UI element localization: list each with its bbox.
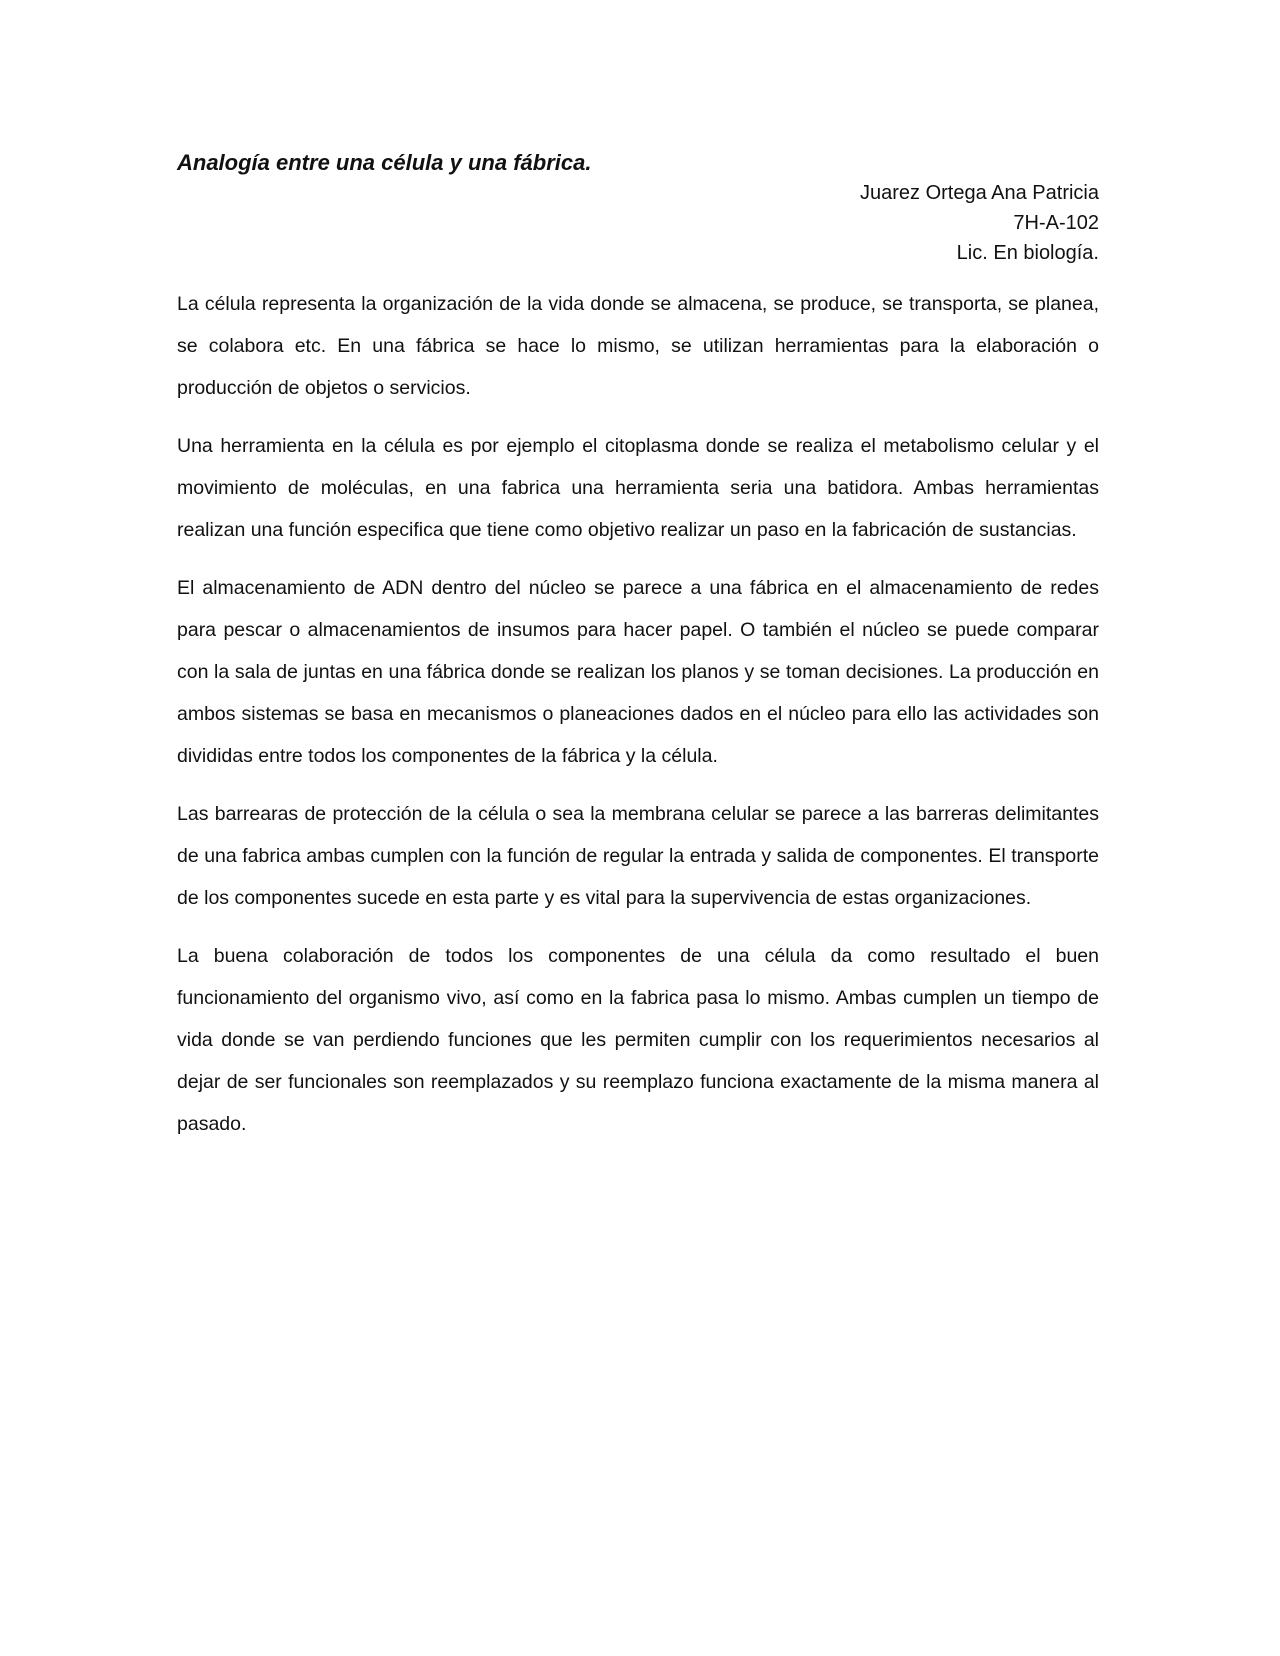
author-group: 7H-A-102 [1013, 212, 1099, 234]
document-title: Analogía entre una célula y una fábrica. [177, 150, 592, 175]
document-body [177, 283, 1099, 1145]
author-name: Juarez Ortega Ana Patricia [859, 182, 1099, 204]
body-paragraph: El almacenamiento de ADN dentro del núcleo se parece a una fábrica en el almacenamiento de redes para pescar o almacenamientos de insumos para hacer papel. O también el núcleo se puede comparar con la sala de juntas en una fábrica donde se realizan los planos y se toman decisiones. La producción en ambos sistemas se basa en mecanismos o planeaciones dados en el núcleo para ello las actividades son divididas entre todos los componentes de la fábrica y la célula. [177, 577, 1099, 767]
body-paragraph: La buena colaboración de todos los componentes de una célula da como resultado el buen funcionamiento del organismo vivo, así como en la fabrica pasa lo mismo. Ambas cumplen un tiempo de vida donde se van perdiendo funciones que les permiten cumplir con los requerimientos necesarios al dejar de ser funcionales son reemplazados y su reemplazo funciona exactamente de la misma manera al pasado. [177, 945, 1099, 1135]
document-content [177, 148, 1099, 1161]
body-paragraph: Las barrearas de protección de la célula o sea la membrana celular se parece a las barreras delimitantes de una fabrica ambas cumplen con la función de regular la entrada y salida de componentes. El transporte de los componentes sucede en esta parte y es vital para la supervivencia de estas organizaciones. [177, 803, 1099, 909]
author-block [177, 178, 1099, 268]
body-paragraph: Una herramienta en la célula es por ejemplo el citoplasma donde se realiza el metabolismo celular y el movimiento de moléculas, en una fabrica una herramienta seria una batidora. Ambas herramientas realizan una función especifica que tiene como objetivo realizar un paso en la fabricación de sustancias. [177, 435, 1099, 541]
author-program: Lic. En biología. [956, 242, 1099, 264]
body-paragraph: La célula representa la organización de la vida donde se almacena, se produce, se transporta, se planea, se colabora etc. En una fábrica se hace lo mismo, se utilizan herramientas para la elaboración o producción de objetos o servicios. [177, 293, 1099, 399]
